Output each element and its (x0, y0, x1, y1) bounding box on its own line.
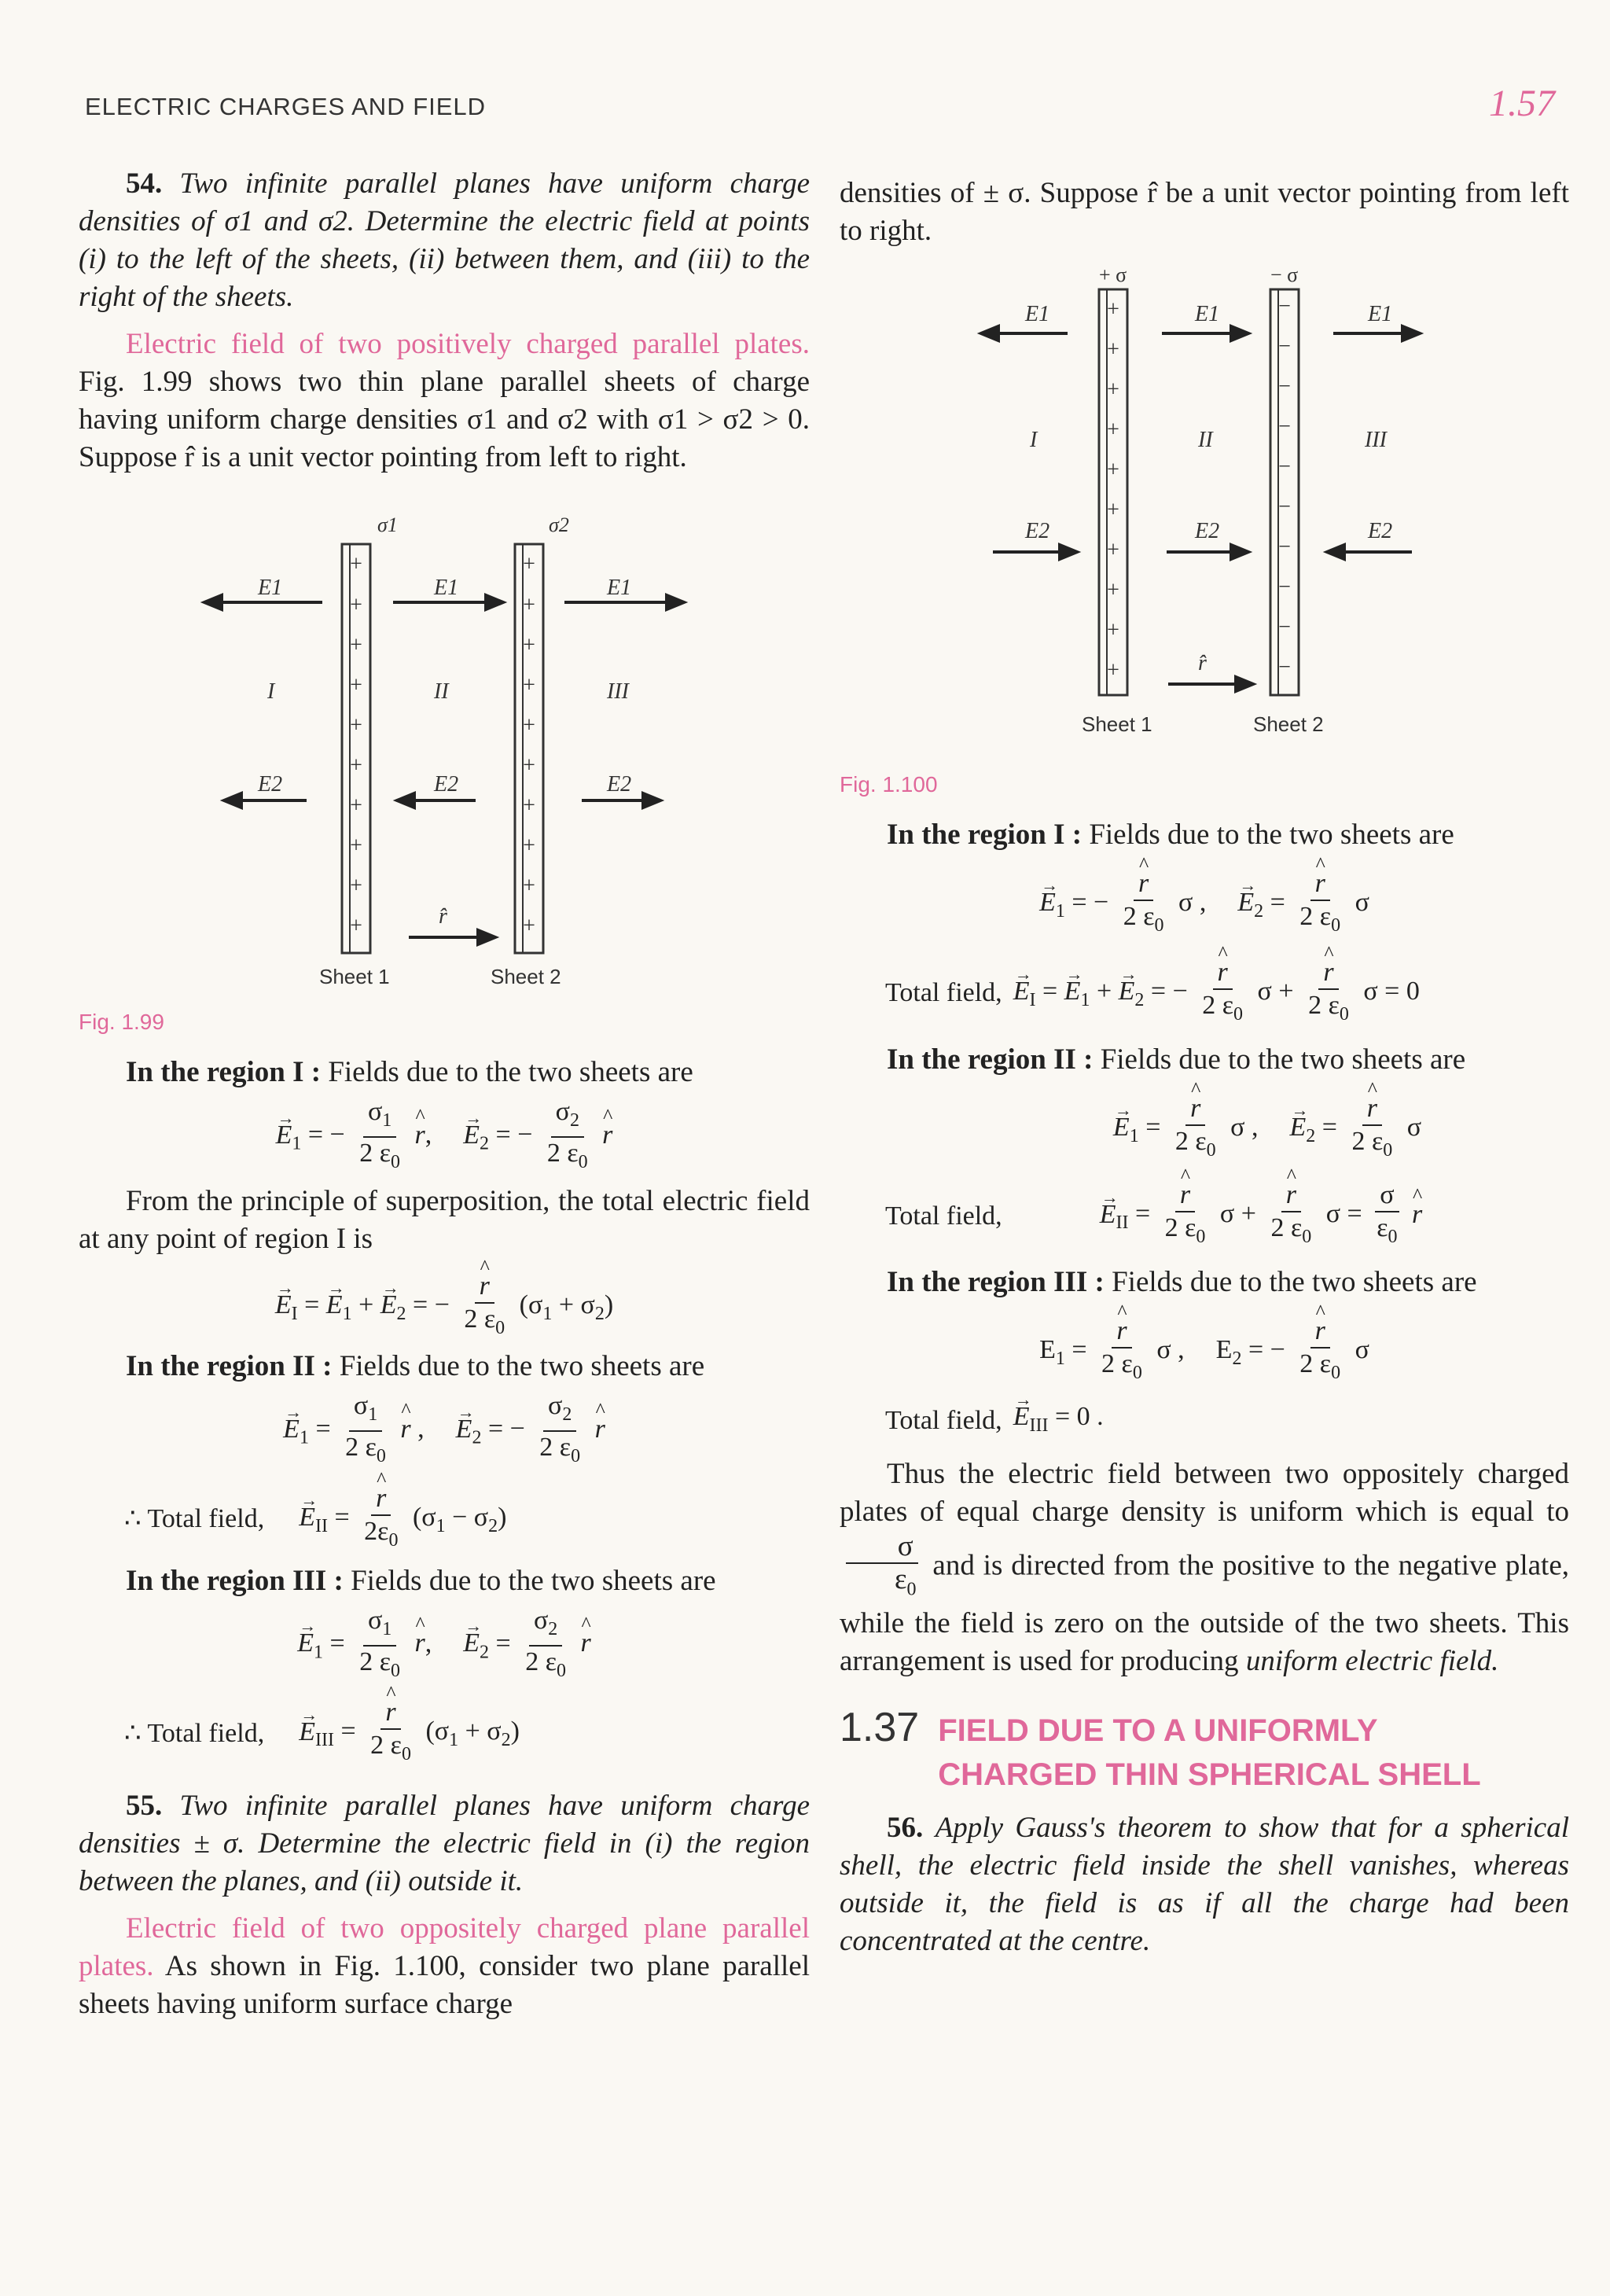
region-1-label: I (267, 679, 275, 704)
q55-eq-region1-fields: → $E_1$ = − ^ $\frac{r}{2 \varepsilon_0}$ σ , → $E_2$ = ^ $\frac{r}{2 \varepsilon_0}$ σ (840, 868, 1569, 941)
r-hat-label: r̂ (1198, 651, 1207, 675)
svg-text:+: + (1107, 578, 1119, 602)
figure-1-99 (79, 492, 810, 995)
svg-text:+: + (350, 833, 362, 858)
svg-text:+: + (1107, 337, 1119, 362)
svg-text:+: + (350, 713, 362, 738)
q54-solution-intro: Electric field of two positively charged parallel plates. Fig. 1.99 shows two thin plane parallel sheets of charge having uniform charge densities σ1 and σ2 with σ1 > σ2 > 0. Suppose r̂ is a unit vector pointing from left to right. (79, 328, 810, 473)
right-column (840, 175, 1569, 1960)
fig-100-caption: Fig. 1.100 (840, 772, 938, 797)
section-title-line2: CHARGED THIN SPHERICAL SHELL (938, 1757, 1481, 1793)
svg-text:−: − (1278, 374, 1291, 399)
page-header-chapter: ELECTRIC CHARGES AND FIELD (85, 93, 487, 120)
svg-text:+: + (523, 793, 535, 818)
page-number: 1.57 (1489, 83, 1555, 124)
svg-text:−: − (1278, 334, 1291, 359)
q55-eq-total-region2: Total field, → $E_{II}$ = ^ $\frac{r}{2 \varepsilon_0}$ σ + ^ $\frac{r}{2 \varepsilon_0}$ σ = $\frac{\sigma}{\varepsilon_0}$ ^ r (885, 1179, 1569, 1253)
e2-left-label: E2 (1025, 519, 1050, 543)
svg-text:+: + (350, 874, 362, 898)
question-55: 55. Two infinite parallel planes have uniform charge densities ± σ. Determine the electric field in (i) the region between the planes, and (ii) outside it. (79, 1790, 810, 1898)
svg-text:+: + (523, 713, 535, 738)
q54-region1: In the region I : Fields due to the two sheets are (126, 1056, 693, 1088)
svg-text:+: + (523, 914, 535, 938)
q54-eq-total-region1: → $E_I$ = → $E_1$ + → $E_2$ = − ^ $\frac{r}{2 \varepsilon_0}$ $(\sigma_1 + \sigma_2)$ (79, 1271, 810, 1344)
svg-text:−: − (1278, 655, 1291, 679)
svg-text:−: − (1278, 495, 1291, 519)
sigma2-label: σ2 (549, 513, 569, 536)
svg-text:+: + (523, 753, 535, 778)
svg-text:+: + (1107, 618, 1119, 642)
svg-text:−: − (1278, 615, 1291, 639)
svg-text:+: + (523, 633, 535, 657)
svg-text:+: + (350, 673, 362, 697)
svg-text:+: + (350, 593, 362, 617)
region-3-label: III (1365, 428, 1387, 452)
e1-mid-label: E1 (1195, 302, 1220, 326)
question-56: 56. Apply Gauss's theorem to show that for a spherical shell, the electric field inside the shell vanishes, whereas outside it, the field is as if all the charge had been concentrated at the centre. (840, 1812, 1569, 1958)
svg-text:−: − (1278, 575, 1291, 599)
q55-region3: In the region III : Fields due to the two sheets are (887, 1266, 1477, 1299)
q55-eq-region2-fields: → $E_1$ = ^ $\frac{r}{2 \varepsilon_0}$ σ , → $E_2$ = ^ $\frac{r}{2 \varepsilon_0}$ σ (840, 1093, 1569, 1166)
svg-text:+: + (523, 833, 535, 858)
e2-mid-label: E2 (1195, 519, 1220, 543)
sheet-2-label: Sheet 2 (491, 965, 561, 988)
q54-region2: In the region II : Fields due to the two sheets are (126, 1350, 705, 1383)
q55-eq-region3-fields: $E_1$ = ^ $\frac{r}{2 \varepsilon_0}$ σ , $E_2$ = − ^ $\frac{r}{2 \varepsilon_0}$ σ (840, 1315, 1569, 1389)
svg-text:+: + (350, 552, 362, 576)
e2-right-label: E2 (607, 772, 632, 797)
svg-text:−: − (1278, 535, 1291, 559)
svg-text:−: − (1278, 414, 1291, 439)
svg-text:+: + (1107, 498, 1119, 522)
r-hat-label: r̂ (439, 904, 447, 929)
q54-eq-region3-fields: → $E_1$ = $\frac{\sigma_1}{2 \varepsilon_0}$ ^ r, → $E_2$ = $\frac{\sigma_2}{2 \varepsilon_0}$ ^ r (79, 1605, 810, 1687)
section-1-37-heading (840, 1705, 1569, 1797)
e2-mid-label: E2 (434, 772, 459, 797)
region-2-label: II (1198, 428, 1213, 452)
sheet-1-label: Sheet 1 (1082, 712, 1152, 736)
e1-right-label: E1 (607, 576, 632, 600)
q54-region3: In the region III : Fields due to the two sheets are (126, 1564, 716, 1597)
question-54: 54. Two infinite parallel planes have uniform charge densities of σ1 and σ2. Determine the electric field at points (i) to the left of the sheets, (ii) between them, and (iii) to the right of the sheets. (79, 167, 810, 313)
svg-text:+: + (350, 914, 362, 938)
e2-right-label: E2 (1368, 519, 1393, 543)
svg-text:+: + (1107, 458, 1119, 482)
svg-text:+: + (1107, 297, 1119, 322)
sheet-2-label: Sheet 2 (1253, 712, 1324, 736)
plus-sigma-label: + σ (1099, 263, 1127, 286)
region-2-label: II (434, 679, 449, 704)
q54-eq-region1-fields: → $E_1$ = − $\frac{\sigma_1}{2 \varepsilon_0}$ ^ r, → $E_2$ = − $\frac{\sigma_2}{2 \varepsilon_0}$ ^ r (79, 1096, 810, 1178)
q55-eq-total-region1: Total field, → $E_I$ = → $E_1$ + → $E_2$ = − ^ $\frac{r}{2 \varepsilon_0}$ σ + ^ $\frac{r}{2 \varepsilon_0}$ σ = 0 (885, 957, 1569, 1030)
q55-solution-intro: Electric field of two oppositely charged plane parallel plates. As shown in Fig. 1.100, consider two plane parallel sheets having uniform surface charge (79, 1912, 810, 2021)
svg-text:−: − (1278, 454, 1291, 479)
e1-left-label: E1 (258, 576, 283, 600)
minus-sigma-label: − σ (1270, 263, 1299, 286)
section-number: 1.37 (840, 1705, 920, 1751)
q55-region2: In the region II : Fields due to the two sheets are (887, 1043, 1466, 1076)
section-title-line1: FIELD DUE TO A UNIFORMLY (938, 1713, 1378, 1749)
e2-left-label: E2 (258, 772, 283, 797)
e1-left-label: E1 (1025, 302, 1050, 326)
sigma1-label: σ1 (377, 513, 398, 536)
region-1-label: I (1030, 428, 1038, 452)
e1-right-label: E1 (1368, 302, 1393, 326)
left-column (79, 165, 810, 2023)
svg-text:+: + (1107, 418, 1119, 442)
svg-text:+: + (523, 552, 535, 576)
q54-superposition: From the principle of superposition, the total electric field at any point of region I is (79, 1184, 810, 1255)
svg-text:+: + (1107, 377, 1119, 402)
svg-text:+: + (350, 633, 362, 657)
svg-text:+: + (523, 593, 535, 617)
region-3-label: III (607, 679, 629, 704)
svg-text:+: + (1107, 538, 1119, 562)
q55-eq-total-region3: Total field, → $E_{III} = 0$ . (885, 1398, 1569, 1444)
q55-region1: In the region I : Fields due to the two sheets are (887, 819, 1454, 851)
svg-text:+: + (1107, 658, 1119, 683)
svg-text:−: − (1278, 294, 1291, 318)
svg-text:+: + (350, 793, 362, 818)
q54-eq-total-region2: ∴ Total field, → $E_{II}$ = ^ $\frac{r}{2\varepsilon_0}$ $(\sigma_1 - \sigma_2)$ (124, 1483, 810, 1556)
e1-mid-label: E1 (434, 576, 459, 600)
q55-conclusion: Thus the electric field between two oppositely charged plates of equal charge density is uniform which is equal to $\frac{\sigma}{\varepsilon_0}$ and is directed from the positive to the negative plate, while the field is zero on the outside of the two sheets. This arrangement is used for producing uniform electric field. (840, 1457, 1570, 1678)
svg-text:+: + (523, 673, 535, 697)
q54-eq-region2-fields: → $E_1$ = $\frac{\sigma_1}{2 \varepsilon_0}$ ^ r , → $E_2$ = − $\frac{\sigma_2}{2 \varepsilon_0}$ ^ r (79, 1390, 810, 1472)
q55-solution-cont: densities of ± σ. Suppose r̂ be a unit vector pointing from left to right. (840, 177, 1569, 247)
sheet-1-label: Sheet 1 (319, 965, 390, 988)
figure-1-100 (840, 261, 1569, 749)
svg-text:+: + (523, 874, 535, 898)
svg-text:+: + (350, 753, 362, 778)
q54-eq-total-region3: ∴ Total field, → $E_{III}$ = ^ $\frac{r}{2 \varepsilon_0}$ $(\sigma_1 + \sigma_2)$ (124, 1697, 810, 1770)
fig-99-caption: Fig. 1.99 (79, 1010, 164, 1034)
